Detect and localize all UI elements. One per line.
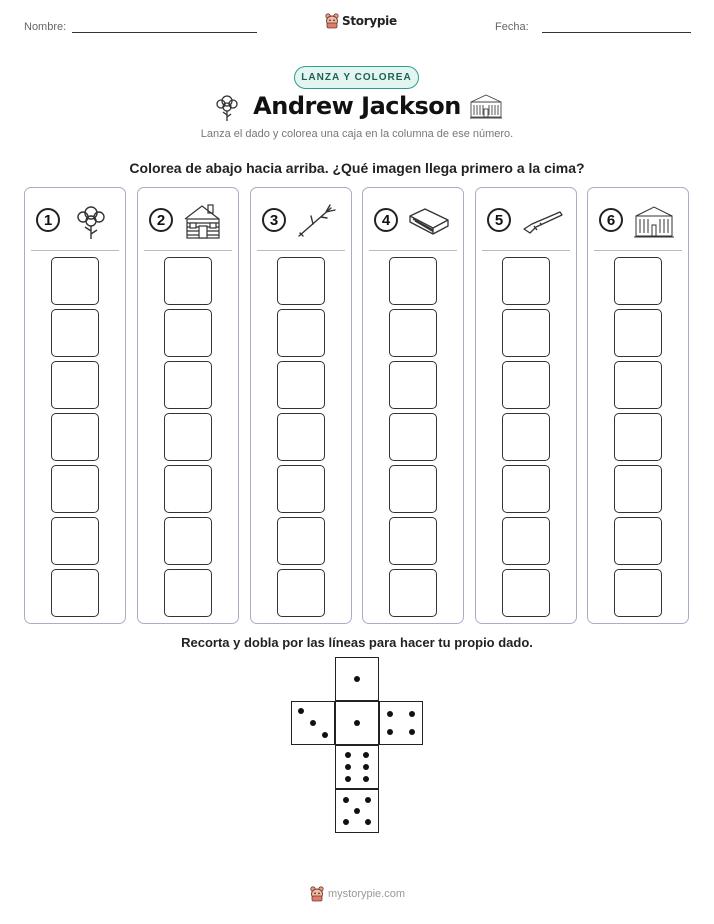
color-box[interactable] (164, 257, 212, 305)
column-3 (250, 187, 352, 624)
column-6 (587, 187, 689, 624)
die-pip (354, 676, 360, 682)
color-box[interactable] (614, 569, 662, 617)
color-box[interactable] (502, 413, 550, 461)
color-box[interactable] (277, 361, 325, 409)
column-divider (144, 250, 232, 251)
color-box[interactable] (164, 465, 212, 513)
color-box[interactable] (277, 257, 325, 305)
color-box[interactable] (389, 361, 437, 409)
color-box[interactable] (502, 569, 550, 617)
column-5 (475, 187, 577, 624)
date-label: Fecha: (495, 21, 529, 33)
color-box[interactable] (51, 569, 99, 617)
color-box[interactable] (277, 569, 325, 617)
color-box[interactable] (502, 309, 550, 357)
page-title: Andrew Jackson (253, 92, 461, 120)
color-box[interactable] (389, 257, 437, 305)
die-face-6 (335, 745, 379, 789)
column-number: 2 (149, 208, 173, 232)
die-pip (310, 720, 316, 726)
law-book-icon (407, 202, 451, 240)
die-face-1 (335, 701, 379, 745)
column-divider (31, 250, 119, 251)
brand-logo (325, 13, 397, 29)
die-face-5 (335, 789, 379, 833)
color-box[interactable] (51, 309, 99, 357)
column-1 (24, 187, 126, 624)
footer (310, 886, 405, 902)
color-box[interactable] (164, 569, 212, 617)
color-box[interactable] (389, 517, 437, 565)
die-pip (363, 764, 369, 770)
color-box[interactable] (277, 465, 325, 513)
color-box[interactable] (164, 309, 212, 357)
color-box[interactable] (51, 361, 99, 409)
column-4 (362, 187, 464, 624)
musket-icon (520, 202, 564, 240)
column-divider (594, 250, 682, 251)
column-number: 6 (599, 208, 623, 232)
name-line[interactable] (72, 32, 257, 33)
column-number: 4 (374, 208, 398, 232)
column-number: 1 (36, 208, 60, 232)
color-box[interactable] (164, 413, 212, 461)
color-box[interactable] (51, 465, 99, 513)
die-pip (345, 764, 351, 770)
storypie-mascot-icon (325, 13, 339, 29)
column-number: 5 (487, 208, 511, 232)
die-pip (409, 729, 415, 735)
die-pip (343, 819, 349, 825)
log-cabin-icon (182, 202, 226, 240)
cut-instruction: Recorta y dobla por las líneas para hacer tu propio dado. (181, 635, 533, 650)
die-face-4 (379, 701, 423, 745)
color-box[interactable] (51, 257, 99, 305)
cotton-plant-icon (69, 202, 113, 240)
color-box[interactable] (389, 309, 437, 357)
name-label: Nombre: (24, 21, 67, 33)
color-box[interactable] (502, 361, 550, 409)
color-box[interactable] (614, 413, 662, 461)
color-box[interactable] (277, 517, 325, 565)
color-box[interactable] (614, 517, 662, 565)
die-pip (365, 819, 371, 825)
instruction: Colorea de abajo hacia arriba. ¿Qué imagen llega primero a la cima? (129, 160, 585, 176)
die-pip (345, 776, 351, 782)
brand-name: Storypie (342, 14, 397, 28)
color-box[interactable] (389, 465, 437, 513)
die-pip (409, 711, 415, 717)
storypie-mascot-icon (310, 886, 324, 902)
die-pip (354, 720, 360, 726)
column-divider (369, 250, 457, 251)
color-box[interactable] (277, 413, 325, 461)
die-pip (363, 752, 369, 758)
color-box[interactable] (502, 465, 550, 513)
die-face-3 (291, 701, 335, 745)
color-box[interactable] (164, 517, 212, 565)
color-box[interactable] (389, 413, 437, 461)
color-box[interactable] (51, 517, 99, 565)
die-face-1 (335, 657, 379, 701)
color-box[interactable] (614, 257, 662, 305)
white-house-icon (632, 202, 676, 240)
die-pip (322, 732, 328, 738)
activity-badge: LANZA Y COLOREA (294, 66, 419, 89)
color-box[interactable] (614, 361, 662, 409)
die-pip (387, 729, 393, 735)
die-pip (298, 708, 304, 714)
color-box[interactable] (502, 257, 550, 305)
column-divider (257, 250, 345, 251)
die-pip (343, 797, 349, 803)
color-box[interactable] (389, 569, 437, 617)
footer-url: mystorypie.com (328, 888, 406, 900)
die-pip (345, 752, 351, 758)
subtitle: Lanza el dado y colorea una caja en la columna de ese número. (200, 128, 514, 140)
color-box[interactable] (502, 517, 550, 565)
color-box[interactable] (277, 309, 325, 357)
date-line[interactable] (542, 32, 691, 33)
die-pip (354, 808, 360, 814)
hickory-stick-icon (295, 202, 339, 240)
color-box[interactable] (51, 413, 99, 461)
color-box[interactable] (614, 465, 662, 513)
die-pip (387, 711, 393, 717)
column-2 (137, 187, 239, 624)
color-box[interactable] (164, 361, 212, 409)
white-house-icon (470, 93, 502, 119)
color-box[interactable] (614, 309, 662, 357)
column-number: 3 (262, 208, 286, 232)
die-pip (365, 797, 371, 803)
die-pip (363, 776, 369, 782)
column-divider (482, 250, 570, 251)
